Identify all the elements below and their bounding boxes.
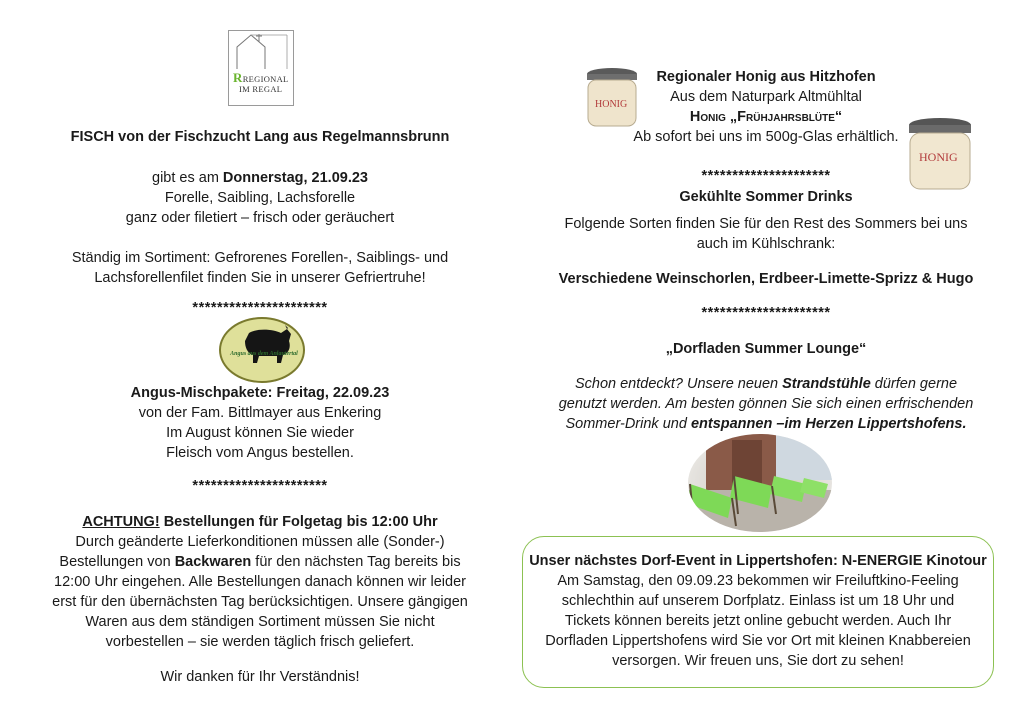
achtung-line1: Durch geänderte Lieferkonditionen müssen alle (Sonder-)	[75, 534, 445, 550]
achtung-line6: vorbestellen – sie werden täglich frisch geliefert.	[105, 634, 415, 650]
lounge-line1	[536, 374, 996, 394]
separator-stars: *********************	[701, 168, 831, 184]
fisch-date-line	[50, 168, 470, 188]
achtung-word: ACHTUNG!	[82, 514, 160, 530]
honig-title: Regionaler Honig aus Hitzhofen	[656, 69, 876, 85]
lounge-line1-pre: Schon entdeckt? Unsere neuen	[574, 376, 783, 392]
achtung-line4: erst für den übernächsten Tag berücksichtigen. Unsere gängigen	[52, 594, 468, 610]
achtung-line2-post: für den nächsten Tag bereits bis	[251, 554, 461, 570]
separator-stars: *********************	[701, 305, 831, 321]
backwaren: Backwaren	[174, 554, 252, 570]
lounge-line3	[536, 414, 996, 434]
event-title: Unser nächstes Dorf-Event in Lippertshofen: N-ENERGIE Kinotour	[529, 553, 987, 569]
fisch-types: Forelle, Saibling, Lachsforelle	[164, 190, 356, 206]
fisch-sortiment-2: Lachsforellenfilet finden Sie in unserer Gefriertruhe!	[94, 270, 426, 286]
jar-label: HONIG	[595, 99, 628, 110]
angus-line3: Fleisch vom Angus bestellen.	[166, 445, 354, 461]
drinks-title: Gekühlte Sommer Drinks	[679, 189, 853, 205]
event-line2: schlechthin auf unserem Dorfplatz. Einlass ist um 18 Uhr und	[561, 593, 955, 609]
honig-variety: Honig „Frühjahrsblüte“	[689, 109, 843, 125]
event-box	[522, 536, 994, 688]
lounge-line2: genutzt werden. Am besten gönnen Sie sich einen erfrischenden	[558, 396, 974, 412]
event-line1: Am Samstag, den 09.09.23 bekommen wir Freiluftkino-Feeling	[557, 573, 959, 589]
lounge-line1-post: dürfen gerne	[870, 376, 958, 392]
regional-im-regal-logo: RREGIONAL IM REGAL	[228, 30, 294, 106]
separator-stars: **********************	[192, 300, 328, 316]
event-line5: versorgen. Wir freuen uns, Sie dort zu sehen!	[612, 653, 904, 669]
honig-line1: Aus dem Naturpark Altmühltal	[670, 89, 862, 105]
jar-label: HONIG	[919, 150, 958, 164]
angus-logo	[219, 317, 305, 383]
achtung-title-rest: Bestellungen für Folgetag bis 12:00 Uhr	[159, 514, 438, 530]
achtung-line2-pre: Bestellungen von	[59, 554, 175, 570]
honig-line3: Ab sofort bei uns im 500g-Glas erhältlich.	[633, 129, 899, 145]
separator-stars: **********************	[192, 478, 328, 494]
achtung-title	[50, 512, 470, 532]
angus-line2: Im August können Sie wieder	[166, 425, 354, 441]
lounge-line3-pre: Sommer-Drink und	[565, 416, 691, 432]
angus-line1: von der Fam. Bittlmayer aus Enkering	[138, 405, 382, 421]
angus-title: Angus-Mischpakete: Freitag, 22.09.23	[130, 385, 390, 401]
lounge-photo	[688, 434, 832, 532]
achtung-line2	[50, 552, 470, 572]
strandstuehle: Strandstühle	[782, 376, 871, 392]
thanks-line: Wir danken für Ihr Verständnis!	[160, 669, 360, 685]
angus-logo-text: Angus aus dem Anlautertal	[230, 351, 298, 357]
drinks-list: Verschiedene Weinschorlen, Erdbeer-Limette-Sprizz & Hugo	[558, 271, 974, 287]
entspannen: entspannen –im Herzen Lippertshofens.	[690, 416, 967, 432]
event-line3: Tickets können bereits jetzt online gebucht werden. Auch Ihr	[564, 613, 952, 629]
achtung-line3: 12:00 Uhr eingehen. Alle Bestellungen danach können wir leider	[54, 574, 466, 590]
drinks-line2: auch im Kühlschrank:	[696, 236, 836, 252]
fisch-date-prefix: gibt es am	[152, 170, 223, 186]
fisch-sortiment-1: Ständig im Sortiment: Gefrorenes Forellen-, Saiblings- und	[71, 250, 449, 266]
fisch-date: Donnerstag, 21.09.23	[222, 170, 368, 186]
drinks-line1: Folgende Sorten finden Sie für den Rest des Sommers bei uns	[564, 216, 968, 232]
achtung-line5: Waren aus dem ständigen Sortiment müssen Sie nicht	[85, 614, 435, 630]
event-line4: Dorfladen Lippertshofens wird Sie vor Ort mit kleinen Knabbereien	[545, 633, 971, 649]
fisch-title: FISCH von der Fischzucht Lang aus Regelmannsbrunn	[70, 129, 450, 145]
logo-line1: REGIONAL	[242, 74, 289, 84]
fisch-prep: ganz oder filetiert – frisch oder geräuchert	[125, 210, 395, 226]
logo-line2: IM REGAL	[239, 84, 283, 94]
lounge-title: „Dorfladen Summer Lounge“	[665, 341, 867, 357]
